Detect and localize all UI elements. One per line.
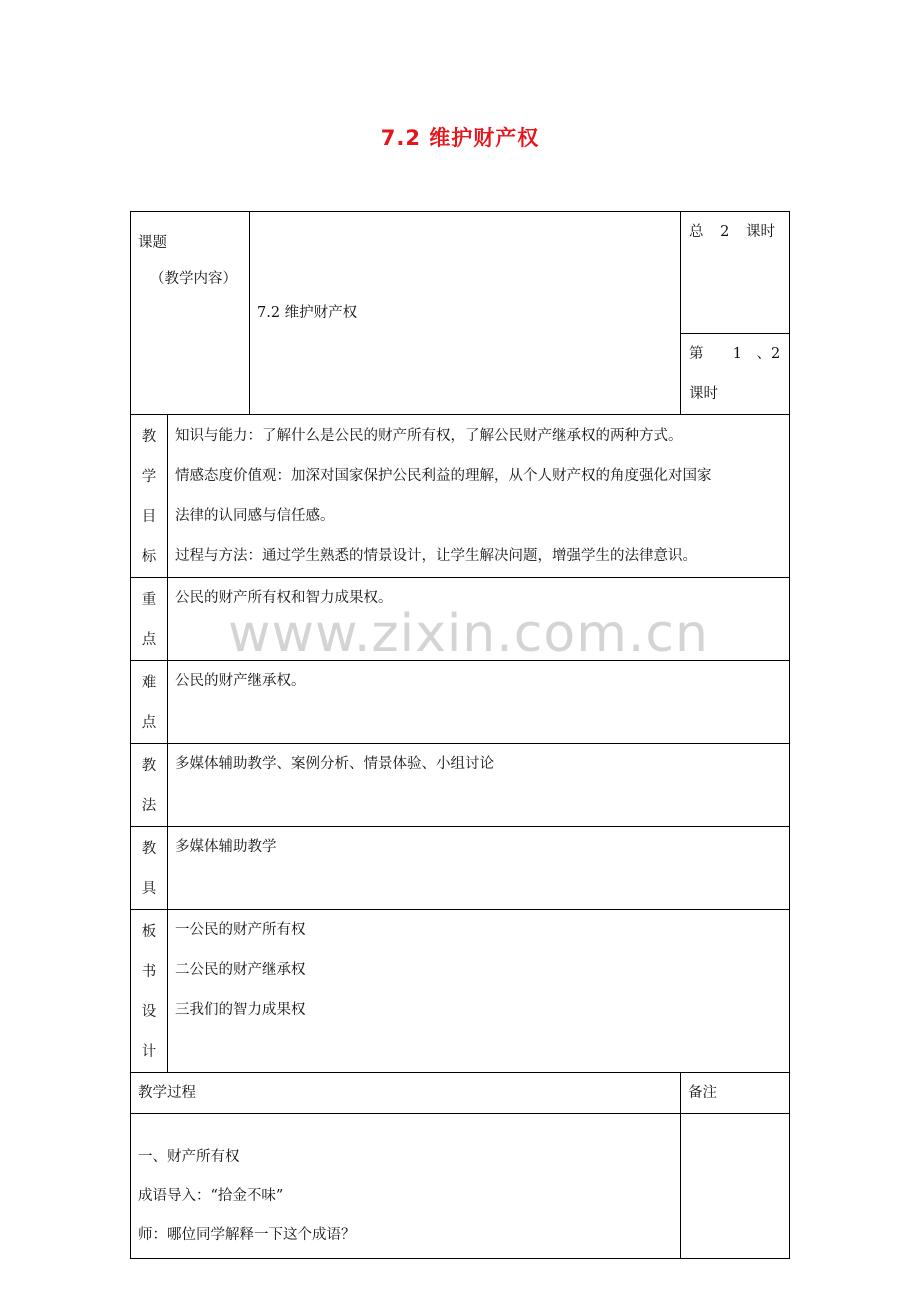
label-char: 板 <box>141 924 157 940</box>
tools-label <box>131 827 168 910</box>
hours-total: 总 2 课时 <box>689 224 775 240</box>
process-header-cell <box>131 1073 681 1114</box>
key-points-text: 公民的财产所有权和智力成果权。 <box>175 590 393 606</box>
methods-label <box>131 744 168 827</box>
methods-content <box>168 744 790 827</box>
label-char: 书 <box>141 964 157 980</box>
process-header: 教学过程 <box>138 1085 196 1101</box>
board-line: 一公民的财产所有权 <box>175 922 306 938</box>
board-line: 三我们的智力成果权 <box>175 1002 306 1018</box>
difficulties-text: 公民的财产继承权。 <box>175 673 306 689</box>
label-char: 教 <box>141 841 157 857</box>
watermark: www.zixin.com.cn <box>228 604 709 664</box>
objectives-row <box>131 415 790 578</box>
objective-line: 过程与方法：通过学生熟悉的情景设计，让学生解决问题，增强学生的法律意识。 <box>175 548 697 564</box>
label-char: 法 <box>141 798 157 814</box>
label-char: 点 <box>141 715 157 731</box>
notes-header-cell <box>681 1073 790 1114</box>
tools-content <box>168 827 790 910</box>
label-char: 教 <box>141 429 157 445</box>
board-line: 二公民的财产继承权 <box>175 962 306 978</box>
objective-line: 法律的认同感与信任感。 <box>175 508 335 524</box>
process-header-row <box>131 1073 790 1114</box>
topic-value: 7.2 维护财产权 <box>257 305 358 321</box>
tools-row <box>131 827 790 910</box>
key-points-content <box>168 578 790 661</box>
hours-current-cell <box>681 334 790 415</box>
board-label <box>131 910 168 1073</box>
label-char: 设 <box>141 1004 157 1020</box>
process-content <box>131 1114 681 1259</box>
tools-text: 多媒体辅助教学 <box>175 839 277 855</box>
topic-label-cell <box>131 212 250 415</box>
difficulties-label <box>131 661 168 744</box>
label-char: 具 <box>141 881 157 897</box>
label-char: 教 <box>141 758 157 774</box>
label-char: 学 <box>141 469 157 485</box>
topic-label: 课题 <box>138 235 167 251</box>
objectives-content <box>168 415 790 578</box>
methods-row <box>131 744 790 827</box>
notes-content <box>681 1114 790 1259</box>
difficulties-content <box>168 661 790 744</box>
objectives-label <box>131 415 168 578</box>
hours-total-cell <box>681 212 790 334</box>
objective-line: 知识与能力：了解什么是公民的财产所有权，了解公民财产继承权的两种方式。 <box>175 428 683 444</box>
board-row <box>131 910 790 1073</box>
label-char: 标 <box>141 549 157 565</box>
hours-current: 第 1 、2 <box>689 346 781 362</box>
difficulties-row <box>131 661 790 744</box>
label-char: 点 <box>141 632 157 648</box>
document-title: 7.2 维护财产权 <box>380 126 540 150</box>
label-char: 目 <box>141 509 157 525</box>
board-content <box>168 910 790 1073</box>
process-content-row <box>131 1114 790 1259</box>
process-line: 师：哪位同学解释一下这个成语？ <box>138 1227 356 1243</box>
topic-sub-label: （教学内容） <box>150 271 237 287</box>
notes-header: 备注 <box>688 1085 717 1101</box>
methods-text: 多媒体辅助教学、案例分析、情景体验、小组讨论 <box>175 756 494 772</box>
process-line: 一、财产所有权 <box>138 1149 240 1165</box>
hours-current-unit: 课时 <box>689 386 718 402</box>
header-row <box>131 212 790 334</box>
key-points-label <box>131 578 168 661</box>
topic-value-cell <box>250 212 681 415</box>
lesson-plan-table <box>130 211 790 1259</box>
label-char: 难 <box>141 675 157 691</box>
key-points-row <box>131 578 790 661</box>
process-line: 成语导入：“拾金不味” <box>138 1188 284 1204</box>
objective-line: 情感态度价值观：加深对国家保护公民利益的理解，从个人财产权的角度强化对国家 <box>175 468 712 484</box>
label-char: 重 <box>141 592 157 608</box>
label-char: 计 <box>141 1044 157 1060</box>
